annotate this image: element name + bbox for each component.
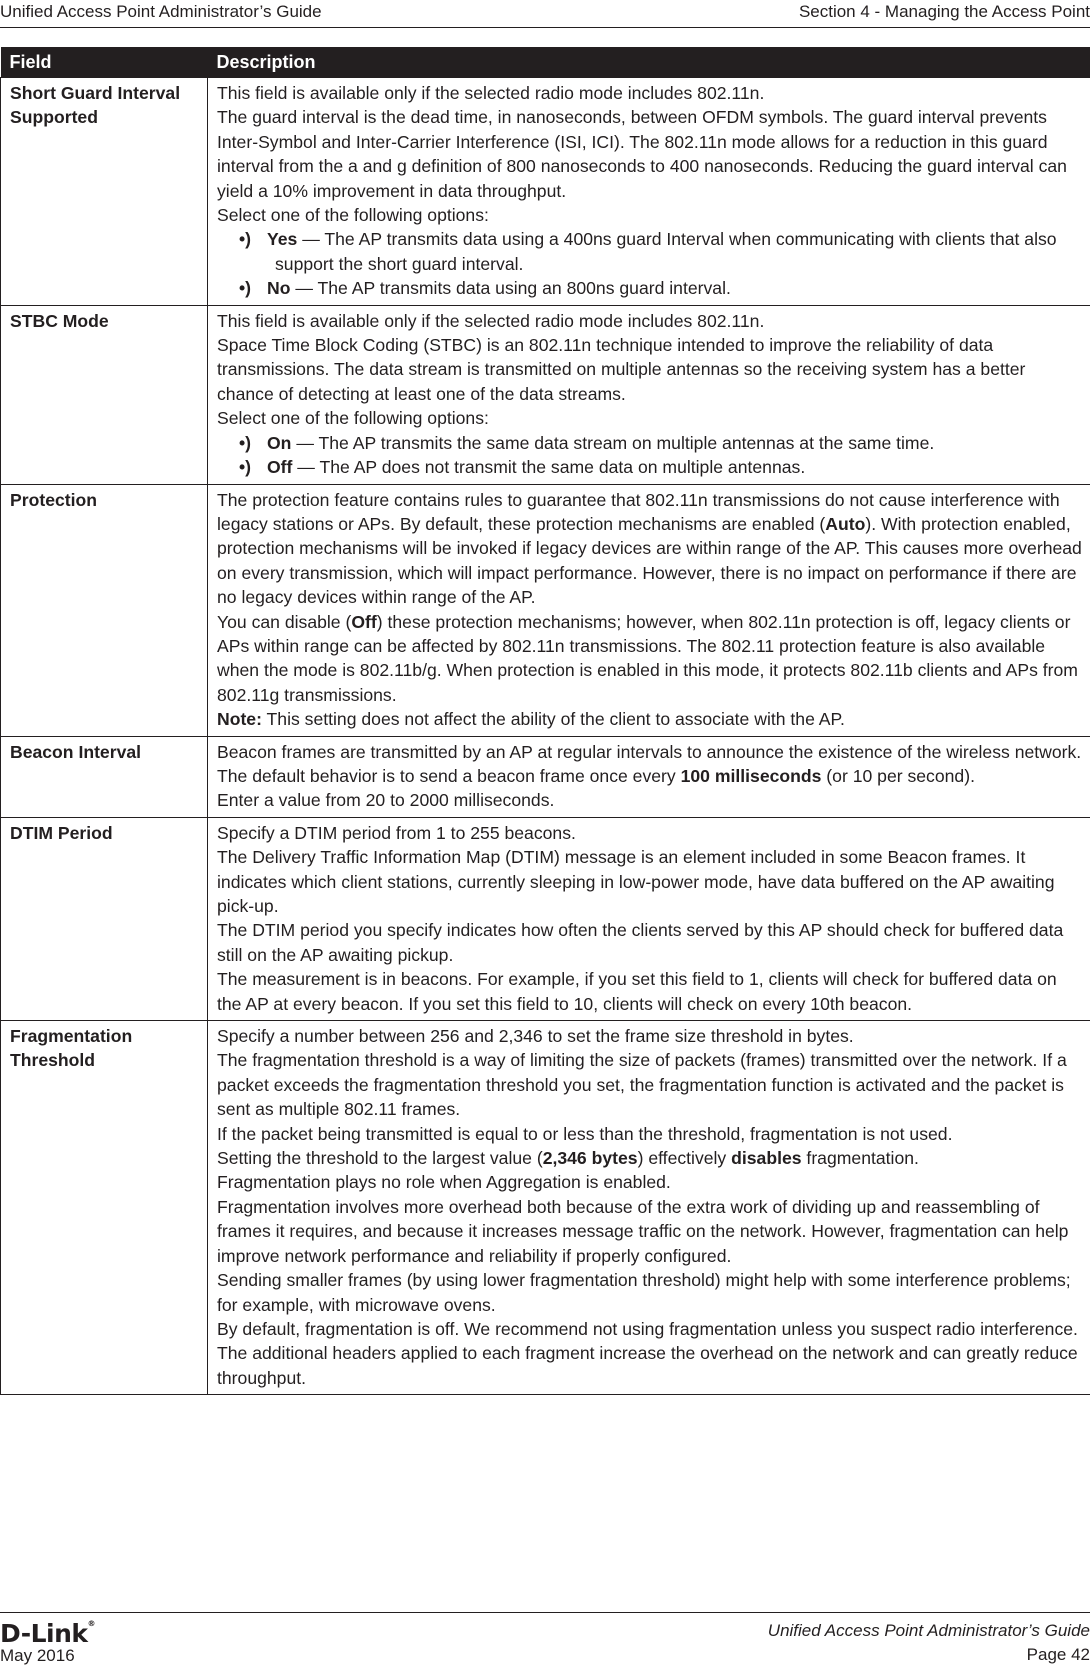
field-name-cell [1,817,208,1020]
field-name: Supported [10,107,98,128]
option-item [217,276,1084,300]
description-text: The measurement is in beacons. For example, if you set this field to 1, clients will check for buffered data on the AP at every beacon. If you set this field to 10, clients will check on every 10th beacon. [217,969,1057,1014]
text-run: Beacon frames are transmitted by an AP at regular intervals to announce the existence of the wireless network. The default behavior is to send a beacon frame once every [217,741,1082,786]
text-run: Setting the threshold to the largest value ( [217,1148,543,1169]
logo-text: D-Link [0,1619,88,1648]
bullet-marker: •) [239,229,252,250]
description-cell [208,484,1090,736]
description-cell [208,736,1090,817]
description-text [217,488,1084,610]
dlink-logo [0,1619,95,1648]
note-label: Note: [217,709,262,730]
table-row [1,1021,1090,1395]
note [217,707,1084,731]
page-number: Page 42 [1026,1645,1090,1664]
field-name: DTIM Period [10,822,113,843]
option-item [217,431,1084,455]
table-row [1,817,1090,1020]
table-row [1,736,1090,817]
table-header-row [1,47,1090,78]
field-name: Threshold [10,1050,96,1071]
bullet-marker: •) [239,432,252,453]
option-term: Yes [267,229,298,250]
field-name-cell [1,736,208,817]
field-description-table [0,47,1090,1395]
description-text [217,610,1084,708]
description-text: Select one of the following options: [217,408,489,429]
description-text: Space Time Block Coding (STBC) is an 802.11n technique intended to improve the reliability of data transmissions. The data stream is transmitted on multiple antennas so the receiving system has a better chance of detecting at least one of the data streams. [217,335,1026,404]
description-text: Specify a number between 256 and 2,346 to set the frame size threshold in bytes. [217,1026,854,1047]
description-cell [208,817,1090,1020]
description-text: Sending smaller frames (by using lower fragmentation threshold) might help with some interference problems; for example, with microwave ovens. [217,1270,1071,1315]
column-header-field: Field [1,47,208,78]
bullet-marker: •) [239,457,252,478]
emphasis: Auto [825,513,866,534]
table-row [1,484,1090,736]
description-cell [208,78,1090,306]
option-description: — The AP transmits data using an 800ns guard interval. [290,278,731,299]
registered-mark: ® [87,1619,96,1628]
footer-date: May 2016 [0,1646,75,1665]
description-text [217,1146,1084,1170]
field-name: STBC Mode [10,310,109,331]
table-row [1,305,1090,484]
footer-guide-title: Unified Access Point Administrator’s Guide [767,1621,1090,1640]
emphasis: 100 milliseconds [680,765,822,786]
description-text: This field is available only if the selected radio mode includes 802.11n. [217,83,765,103]
field-name: Short Guard Interval [10,83,181,103]
option-term: On [267,432,292,453]
table-row [1,78,1090,306]
description-text: If the packet being transmitted is equal to or less than the threshold, fragmentation is not used. [217,1123,953,1144]
text-run: You can disable ( [217,611,352,632]
description-text: Fragmentation involves more overhead both because of the extra work of dividing up and reassembling of frames it requires, and because it increases message traffic on the network. However, fragmentation can help improve network performance and reliability if properly configured. [217,1196,1069,1266]
running-header-right: Section 4 - Managing the Access Point [798,2,1090,21]
text-run: ) effectively [637,1148,732,1169]
emphasis: Off [351,611,377,632]
field-name: Protection [10,489,97,510]
field-name: Beacon Interval [10,741,142,762]
option-item [217,227,1084,276]
description-cell [208,1021,1090,1395]
field-name-cell [1,484,208,736]
text-run: (or 10 per second). [821,765,975,786]
description-text: This field is available only if the selected radio mode includes 802.11n. [217,310,765,331]
field-name-cell [1,1021,208,1395]
option-item [217,455,1084,479]
text-run: ) these protection mechanisms; however, when 802.11n protection is off, legacy clients or APs within range can be affected by 802.11n transmissions. The 802.11 protection feature is also available when the mode is 802.11b/g. When protection is enabled in this mode, it protects 802.11b clients and APs from 802.11g transmissions. [217,611,1078,705]
description-text: Enter a value from 20 to 2000 milliseconds. [217,790,555,811]
description-text: The Delivery Traffic Information Map (DTIM) message is an element included in some Beacon frames. It indicates which client stations, currently sleeping in low-power mode, have data buffered on the AP awaiting pick-up. [217,847,1055,916]
description-text: Select one of the following options: [217,205,489,226]
column-header-description: Description [208,47,1090,78]
bullet-marker: •) [239,278,252,299]
footer-divider [0,1612,1090,1613]
description-text: By default, fragmentation is off. We recommend not using fragmentation unless you suspect radio interference. The additional headers applied to each fragment increase the overhead on the network and can greatly reduce throughput. [217,1318,1078,1388]
header-divider [0,27,1090,28]
description-text: Fragmentation plays no role when Aggregation is enabled. [217,1172,671,1193]
field-name-cell [1,78,208,306]
field-name-cell [1,305,208,484]
description-text [217,740,1084,789]
field-name: Fragmentation [10,1026,133,1047]
description-text: Specify a DTIM period from 1 to 255 beacons. [217,822,576,843]
option-description: — The AP does not transmit the same data on multiple antennas. [292,457,806,478]
emphasis: 2,346 bytes [542,1148,638,1169]
running-header-left: Unified Access Point Administrator’s Guide [0,2,322,21]
description-text: The fragmentation threshold is a way of limiting the size of packets (frames) transmitted over the network. If a packet exceeds the fragmentation threshold you set, the fragmentation function is activated and the packet is sent as multiple 802.11 frames. [217,1050,1067,1120]
description-cell [208,305,1090,484]
text-run: The protection feature contains rules to guarantee that 802.11n transmissions do not cause interference with legacy stations or APs. By default, these protection mechanisms are enabled ( [217,489,1060,534]
text-run: ). With protection enabled, protection mechanisms will be invoked if legacy devices are within range of the AP. This causes more overhead on every transmission, which will impact performance. However, there is no impact on performance if there are no legacy devices within range of the AP. [217,513,1082,608]
option-description: — The AP transmits the same data stream on multiple antennas at the same time. [291,432,935,453]
option-term: No [267,278,291,299]
description-text: The guard interval is the dead time, in nanoseconds, between OFDM symbols. The guard interval prevents Inter-Symbol and Inter-Carrier Interference (ISI, ICI). The 802.11n mode allows for a reduction in this guard interval from the a and g definition of 800 nanoseconds to 400 nanoseconds. Reducing the guard interval can yield a 10% improvement in data throughput. [217,107,1067,201]
option-description: — The AP transmits data using a 400ns guard Interval when communicating with clients that also support the short guard interval. [275,229,1057,274]
emphasis: disables [731,1148,802,1169]
note-text: This setting does not affect the ability of the client to associate with the AP. [261,709,845,730]
description-text: The DTIM period you specify indicates how often the clients served by this AP should check for buffered data still on the AP awaiting pickup. [217,920,1064,965]
text-run: fragmentation. [801,1148,919,1169]
option-term: Off [267,457,293,478]
